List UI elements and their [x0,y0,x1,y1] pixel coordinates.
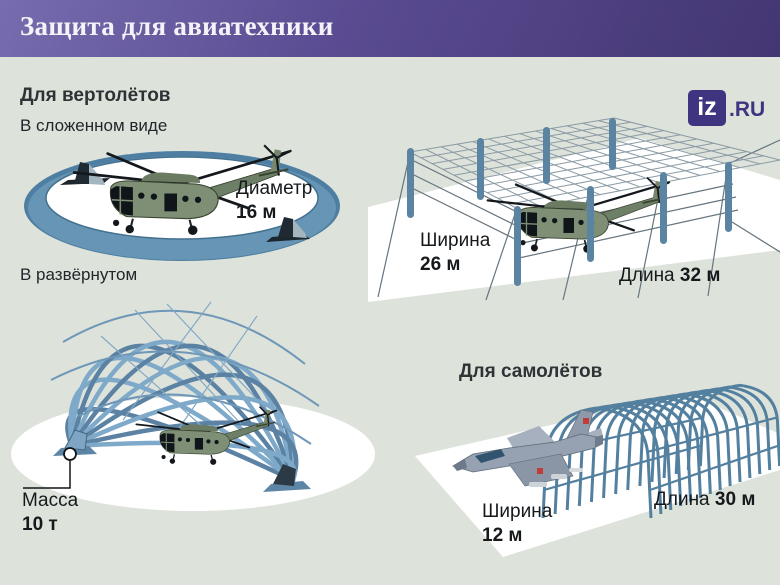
plane-length-label [654,488,755,512]
plane-width-label [482,500,552,548]
net-length-value: 32 м [679,265,721,286]
diameter-label [236,177,312,225]
net-length-label-text: Длина [619,265,675,286]
state-label-unfolded: В развёрнутом [20,265,138,284]
net-length-label [619,264,720,288]
mass-label-text: Масса [22,490,79,511]
mass-label [22,489,78,537]
section-heading-helicopters: Для вертолётов [20,85,171,106]
net-width-value: 26 м [420,254,461,275]
mass-value: 10 т [22,514,58,535]
diameter-value: 16 м [236,202,277,223]
net-width-label [420,229,490,277]
header-bar [0,0,780,57]
logo-ru-text: .RU [729,98,766,121]
plane-width-value: 12 м [482,525,523,546]
plane-length-value: 30 м [714,489,756,510]
mass-marker-dot [64,448,76,460]
logo-iz-badge: iz [688,90,726,126]
net-width-label-text: Ширина [420,230,491,251]
page-title: Защита для авиатехники [20,11,334,41]
plane-width-label-text: Ширина [482,501,553,522]
state-label-folded: В сложенном виде [20,116,168,135]
diameter-label-text: Диаметр [236,178,313,199]
plane-hangar-illustration [415,370,780,562]
plane-length-label-text: Длина [654,489,710,510]
section-heading-planes: Для самолётов [459,361,603,382]
